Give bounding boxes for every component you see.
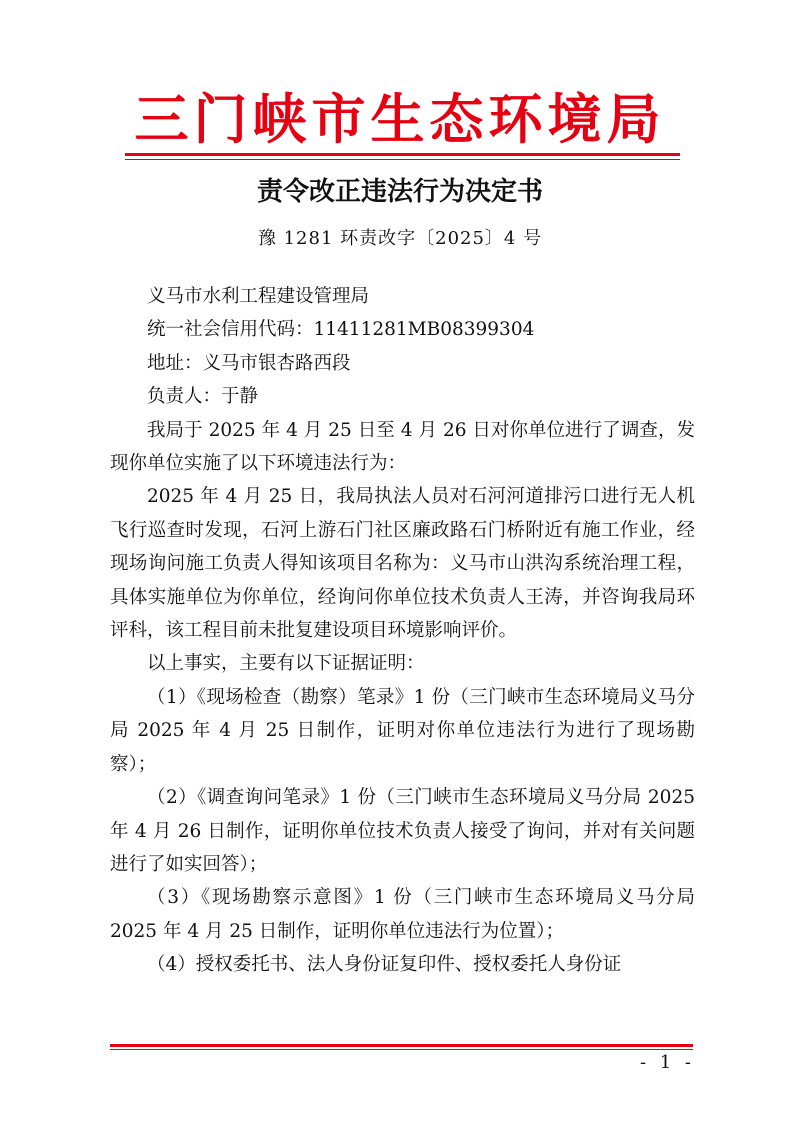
document-title: 责令改正违法行为决定书 [256,177,543,207]
header-divider-thick [125,153,680,156]
paragraph-intro: 我局于 2025 年 4 月 25 日至 4 月 26 日对你单位进行了调查，发现你单位实施了以下环境违法行为： [110,419,695,475]
evidence-item-4: （4）授权委托书、法人身份证复印件、授权委托人身份证 [147,954,622,976]
page-number: - 1 - [639,1052,695,1073]
header-divider-thin [125,159,680,160]
evidence-item-1: （1）《现场检查（勘察）笔录》1 份（三门峡市生态环境局义马分局 2025 年 4 月 25 日制作，证明对你单位违法行为进行了现场勘察）； [110,686,695,775]
agency-name: 三门峡市生态环境局 [134,87,666,151]
recipient-responsible: 负责人：于静 [147,386,259,408]
footer-divider-thick [110,1044,693,1047]
recipient-name: 义马市水利工程建设管理局 [147,286,370,307]
document-body [110,280,695,982]
recipient-address: 地址：义马市银杏路西段 [147,352,351,374]
recipient-credit-code: 统一社会信用代码：11411281MB08399304 [147,319,535,341]
document-number: 豫 1281 环责改字〔2025〕4 号 [257,228,543,249]
evidence-item-3: （3）《现场勘察示意图》1 份（三门峡市生态环境局义马分局 2025 年 4 月 25 日制作，证明你单位违法行为位置）； [110,887,695,942]
paragraph-facts: 2025 年 4 月 25 日，我局执法人员对石河河道排污口进行无人机飞行巡查时发现，石河上游石门社区廉政路石门桥附近有施工作业，经现场询问施工负责人得知该项目名称为：义马市山洪沟系统治理工程，具体实施单位为你单位，经询问你单位技术负责人王涛，并咨询我局环评科，该工程目前未批复建设项目环境影响评价。 [110,486,695,642]
footer-divider-thin [110,1049,693,1050]
evidence-item-2: （2）《调查询问笔录》1 份（三门峡市生态环境局义马分局 2025 年 4 月 26 日制作，证明你单位技术负责人接受了询问，并对有关问题进行了如实回答）； [110,787,695,875]
paragraph-evidence-intro: 以上事实，主要有以下证据证明： [147,653,425,675]
